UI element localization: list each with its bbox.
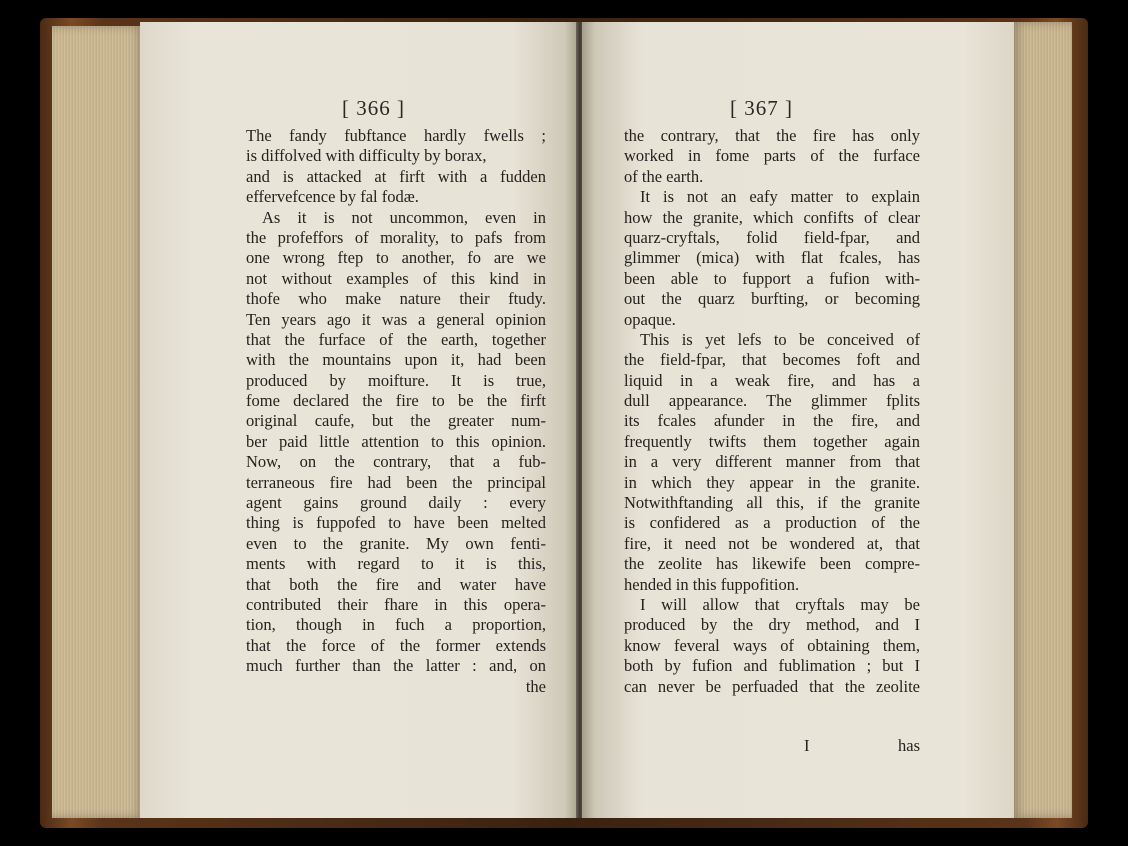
text-line: Ten years ago it was a general opinion — [246, 309, 546, 329]
text-line: that the furface of the earth, together — [246, 329, 546, 349]
text-line: is confidered as a production of the — [624, 513, 920, 533]
text-line: tion, though in fuch a proportion, — [246, 615, 546, 635]
text-line: fire, it need not be wondered at, that — [624, 533, 920, 553]
catchword: has — [898, 736, 920, 755]
text-line: can never be perfuaded that the zeolite — [624, 676, 920, 696]
text-line: It is not an eafy matter to explain — [640, 187, 920, 207]
text-line: the field-fpar, that becomes foft and — [624, 350, 920, 370]
text-line: effervefcence by fal fodæ. — [246, 187, 419, 207]
text-line: As it is not uncommon, even in — [262, 207, 546, 227]
left-text-block — [246, 126, 546, 697]
text-line: even to the granite. My own fenti- — [246, 533, 546, 553]
text-line: original caufe, but the greater num- — [246, 411, 546, 431]
right-page-number: [ 367 ] — [730, 96, 793, 120]
catchword: the — [525, 676, 546, 696]
text-line: dull appearance. The glimmer fplits — [624, 391, 920, 411]
text-line: I will allow that cryftals may be — [640, 594, 920, 614]
text-line: Now, on the contrary, that a fub- — [246, 452, 546, 472]
text-line: quarz-cryftals, folid field-fpar, and — [624, 227, 920, 247]
text-line: and is attacked at firft with a fudden — [246, 166, 546, 186]
text-line: thofe who make nature their ftudy. — [246, 289, 546, 309]
text-line: liquid in a weak fire, and has a — [624, 370, 920, 390]
text-line: The fandy fubftance hardly fwells ; — [246, 126, 546, 145]
text-line: out the quarz burfting, or becoming — [624, 289, 920, 309]
signature-mark: I — [804, 736, 810, 755]
text-line: Notwithftanding all this, if the granite — [624, 493, 920, 513]
text-line: much further than the latter : and, on — [246, 656, 546, 676]
text-line: frequently twifts them together again — [624, 431, 920, 451]
text-line: the contrary, that the fire has only — [624, 126, 920, 145]
text-line: that the force of the former extends — [246, 635, 546, 655]
text-line: with the mountains upon it, had been — [246, 350, 546, 370]
text-line: been able to fupport a fufion with- — [624, 268, 920, 288]
text-line: the profeffors of morality, to pafs from — [246, 227, 546, 247]
text-line: its fcales afunder in the fire, and — [624, 411, 920, 431]
text-line: ments with regard to it is this, — [246, 554, 546, 574]
text-line: thing is fuppofed to have been melted — [246, 513, 546, 533]
text-line: agent gains ground daily : every — [246, 493, 546, 513]
text-line: how the granite, which confifts of clear — [624, 207, 920, 227]
text-line: hended in this fuppofition. — [624, 574, 800, 594]
text-line: produced by moifture. It is true, — [246, 370, 546, 390]
text-line: in a very different manner from that — [624, 452, 920, 472]
text-line: terraneous fire had been the principal — [246, 472, 546, 492]
text-line: opaque. — [624, 309, 676, 329]
right-page — [582, 22, 1014, 818]
text-line: contributed their fhare in this opera- — [246, 594, 546, 614]
text-line: ber paid little attention to this opinion. — [246, 431, 546, 451]
text-line: in which they appear in the granite. — [624, 472, 920, 492]
text-line: glimmer (mica) with flat fcales, has — [624, 248, 920, 268]
text-line: of the earth. — [624, 166, 704, 186]
text-line: worked in fome parts of the furface — [624, 146, 920, 166]
page-edges-right — [1012, 22, 1072, 818]
text-line: the zeolite has likewife been compre- — [624, 554, 920, 574]
text-line: both by fufion and fublimation ; but I — [624, 656, 920, 676]
text-line: one wrong ftep to another, fo are we — [246, 248, 546, 268]
right-text-block — [624, 126, 920, 697]
footer-row — [624, 736, 920, 756]
left-page-number: [ 366 ] — [342, 96, 405, 120]
text-line: know feveral ways of obtaining them, — [624, 635, 920, 655]
text-line: produced by the dry method, and I — [624, 615, 920, 635]
page-edges-left — [52, 26, 144, 818]
text-line: This is yet lefs to be conceived of — [640, 329, 920, 349]
text-line: fome declared the fire to be the firft — [246, 391, 546, 411]
text-line: that both the fire and water have — [246, 574, 546, 594]
text-line: not without examples of this kind in — [246, 268, 546, 288]
text-line: is diffolved with difficulty by borax, — [246, 146, 487, 166]
left-page — [140, 22, 578, 818]
